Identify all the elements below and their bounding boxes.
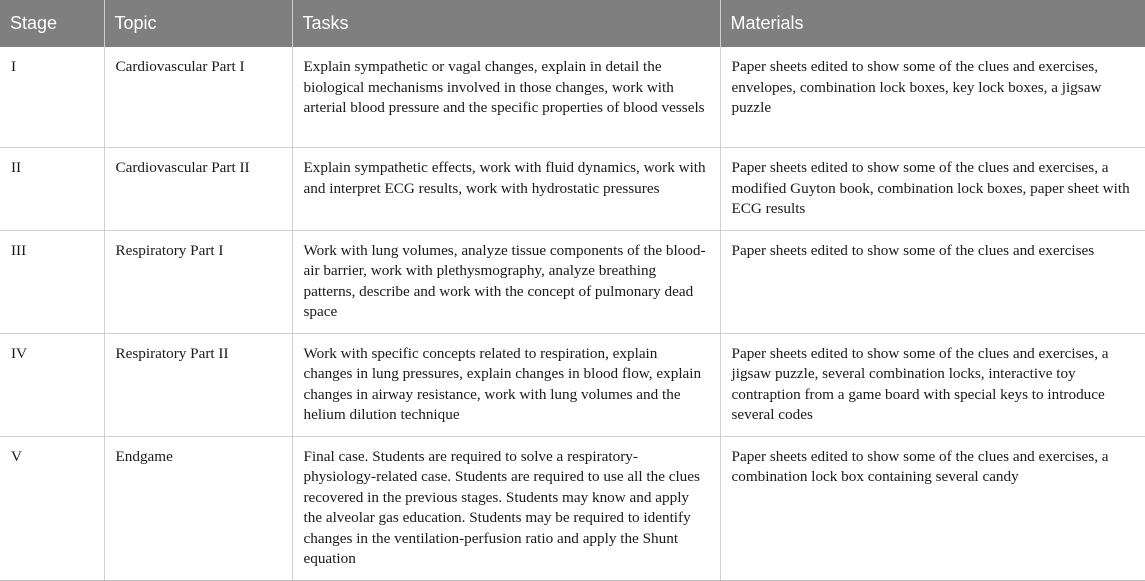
- materials-cell: Paper sheets edited to show some of the clues and exercises, envelopes, combination lock boxes, key lock boxes, a jigsaw puzzle: [720, 47, 1145, 148]
- topic-cell: Cardiovascular Part II: [104, 148, 292, 231]
- table-row: [0, 230, 1145, 333]
- tasks-cell: Explain sympathetic or vagal changes, explain in detail the biological mechanisms involved in those changes, work with arterial blood pressure and the specific properties of blood vessels: [292, 47, 720, 148]
- tasks-cell: Explain sympathetic effects, work with fluid dynamics, work with and interpret ECG results, work with hydrostatic pressures: [292, 148, 720, 231]
- materials-cell: Paper sheets edited to show some of the clues and exercises, a jigsaw puzzle, several combination locks, interactive toy contraption from a game board with special keys to introduce several codes: [720, 333, 1145, 436]
- tasks-cell: Work with lung volumes, analyze tissue components of the blood-air barrier, work with plethysmography, analyze breathing patterns, describe and work with the concept of pulmonary dead space: [292, 230, 720, 333]
- header-stage: Stage: [0, 0, 104, 47]
- table-row: [0, 436, 1145, 580]
- materials-cell: Paper sheets edited to show some of the clues and exercises: [720, 230, 1145, 333]
- tasks-cell: Final case. Students are required to solve a respiratory-physiology-related case. Students are required to use all the clues recovered in the previous stages. Students may know and apply the alveolar gas education. Students may be required to identify changes in the ventilation-perfusion ratio and apply the Shunt equation: [292, 436, 720, 580]
- topic-cell: Cardiovascular Part I: [104, 47, 292, 148]
- stage-cell: V: [0, 436, 104, 580]
- materials-cell: Paper sheets edited to show some of the clues and exercises, a combination lock box containing several candy: [720, 436, 1145, 580]
- table-row: [0, 148, 1145, 231]
- stage-cell: I: [0, 47, 104, 148]
- table-header-row: [0, 0, 1145, 47]
- table-row: [0, 333, 1145, 436]
- header-tasks: Tasks: [292, 0, 720, 47]
- stage-cell: III: [0, 230, 104, 333]
- stage-cell: II: [0, 148, 104, 231]
- table-row: [0, 47, 1145, 148]
- stage-cell: IV: [0, 333, 104, 436]
- tasks-cell: Work with specific concepts related to respiration, explain changes in lung pressures, explain changes in blood flow, explain changes in airway resistance, work with lung volumes and the helium dilution technique: [292, 333, 720, 436]
- materials-cell: Paper sheets edited to show some of the clues and exercises, a modified Guyton book, combination lock boxes, paper sheet with ECG results: [720, 148, 1145, 231]
- topic-cell: Endgame: [104, 436, 292, 580]
- header-materials: Materials: [720, 0, 1145, 47]
- topic-cell: Respiratory Part I: [104, 230, 292, 333]
- topic-cell: Respiratory Part II: [104, 333, 292, 436]
- header-topic: Topic: [104, 0, 292, 47]
